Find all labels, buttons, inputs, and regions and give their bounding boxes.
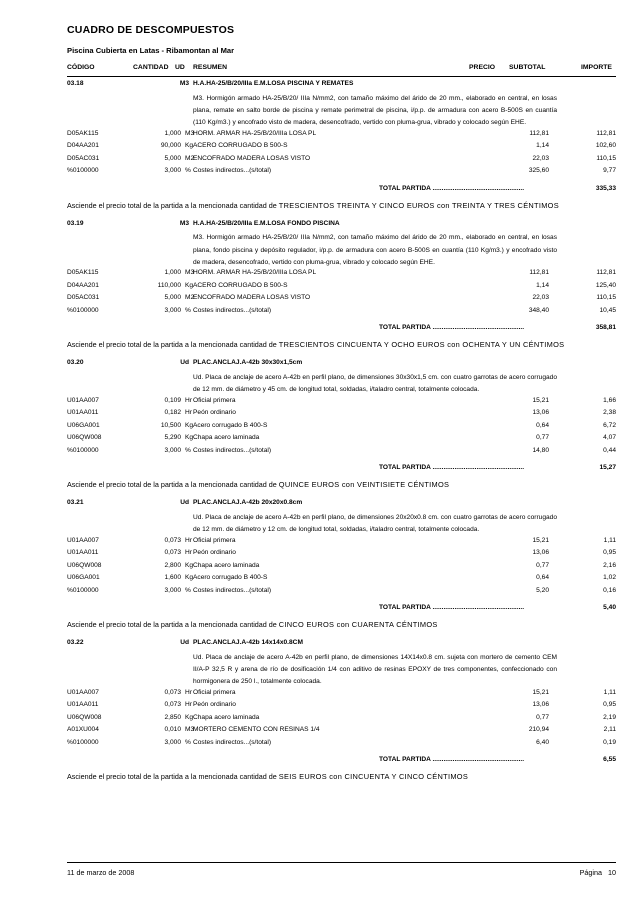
line-code: U01AA011 <box>67 701 99 709</box>
line-description: Acero corrugado B 400-S <box>193 574 268 582</box>
section-code: 03.20 <box>67 359 84 367</box>
line-code: U01AA007 <box>67 396 99 404</box>
line-unit: % <box>185 167 191 175</box>
section-unit: M3 <box>179 80 189 87</box>
column-header-desc: RESUMEN <box>193 64 227 71</box>
line-quantity: 0,073 <box>164 549 181 557</box>
line-unit: Kg <box>185 281 194 289</box>
amount-prefix: Asciende el precio total de la partida a la mencionada cantidad de <box>67 480 279 490</box>
table-row <box>67 409 616 422</box>
line-unit: M3 <box>185 726 195 734</box>
line-subtotal: 6,72 <box>603 421 616 429</box>
line-code: %0100000 <box>67 738 99 746</box>
line-description: Costes indirectos...(s/total) <box>193 446 272 454</box>
line-code: %0100000 <box>67 167 99 175</box>
line-description: Peón ordinario <box>193 701 236 709</box>
footer-page <box>580 868 616 877</box>
line-code: D05AK115 <box>67 129 99 137</box>
line-price: 0,64 <box>536 574 549 582</box>
line-price: 15,21 <box>532 396 549 404</box>
line-subtotal: 2,19 <box>603 713 616 721</box>
line-price: 22,03 <box>532 154 549 162</box>
line-unit: Kg <box>185 434 194 442</box>
section-title: H.A.HA-25/B/20/IIIa E.M.LOSA FONDO PISCINA <box>193 219 340 227</box>
section-unit: Ud <box>180 499 189 507</box>
section-unit: Ud <box>180 359 189 367</box>
line-quantity: 0,073 <box>164 688 181 696</box>
section-description: M3. Hormigón armado HA-25/B/20/ IIIa N/mm2, con tamaño máximo del árido de 20 mm., elaborado en central, en losas plana, fondo piscina y depósito regulador, i/p.p. de armadura con acero B-500S en cuantía (110 Kg/m3.) y encofrado visto de madera, desencofrado, vertido con pluma-grua, vibrado y colocado según EHE. <box>193 234 557 267</box>
column-header-ud: UD <box>175 64 185 71</box>
section-code: 03.18 <box>67 80 84 87</box>
section-amount-text <box>67 619 616 631</box>
line-quantity: 3,000 <box>164 167 181 175</box>
amount-prefix: Asciende el precio total de la partida a la mencionada cantidad de <box>67 340 279 350</box>
line-quantity: 90,000 <box>160 142 181 150</box>
line-code: U06GA001 <box>67 574 100 582</box>
line-unit: Kg <box>185 713 194 721</box>
table-row <box>67 307 616 320</box>
line-description: Chapa acero laminada <box>193 434 260 442</box>
total-partida-label: TOTAL PARTIDA .................................................. <box>379 184 525 192</box>
line-price: 0,77 <box>536 713 549 721</box>
amount-words: CINCO EUROS con CUARENTA CÉNTIMOS <box>278 620 438 630</box>
line-unit: M3 <box>185 129 195 137</box>
section-unit: Ud <box>180 639 189 647</box>
line-description: Acero corrugado B 400-S <box>193 421 268 429</box>
line-subtotal: 0,19 <box>603 738 616 746</box>
column-header-qty: CANTIDAD <box>133 64 169 71</box>
line-unit: % <box>185 586 191 594</box>
amount-prefix: Asciende el precio total de la partida a la mencionada cantidad de <box>67 620 279 630</box>
line-price: 348,40 <box>528 306 549 314</box>
line-description: Chapa acero laminada <box>193 713 260 721</box>
line-price: 13,06 <box>532 409 549 417</box>
line-code: %0100000 <box>67 586 99 594</box>
line-subtotal: 2,16 <box>603 561 616 569</box>
line-quantity: 3,000 <box>164 738 181 746</box>
section-unit: M3 <box>179 219 189 227</box>
line-description: Costes indirectos...(s/total) <box>193 167 272 175</box>
line-price: 210,94 <box>528 726 549 734</box>
line-quantity: 2,800 <box>164 561 181 569</box>
section-description: Ud. Placa de anclaje de acero A-42b en perfil plano, de dimensiones 14X14x0.8 cm. sujeta con mortero de cemento CEM II/A-P 32,5 R y arena de río de dosificación 1/4 con aditivo de resinas EPOXY de tres componentes, confeccionado con hormigonera de 250 l., totalmente colocada. <box>193 653 557 686</box>
line-description: HORM. ARMAR HA-25/B/20/IIIa LOSA PL <box>193 129 317 137</box>
line-code: U06QW008 <box>67 713 102 721</box>
line-quantity: 0,010 <box>164 726 181 734</box>
line-subtotal: 0,95 <box>603 549 616 557</box>
table-row <box>67 294 616 307</box>
line-unit: Hr <box>185 549 192 557</box>
section-amount-text <box>67 200 616 212</box>
line-code: U01AA007 <box>67 688 99 696</box>
line-price: 14,80 <box>532 446 549 454</box>
table-row <box>67 397 616 410</box>
amount-words: TRESCIENTOS CINCUENTA Y OCHO EUROS con OCHENTA Y UN CÉNTIMOS <box>278 340 565 350</box>
line-description: MORTERO CEMENTO CON RESINAS 1/4 <box>193 726 320 734</box>
section-spacer <box>67 491 616 499</box>
line-price: 0,64 <box>536 421 549 429</box>
section-amount-text <box>67 339 616 351</box>
line-description: ENCOFRADO MADERA LOSAS VISTO <box>193 294 311 302</box>
line-price: 0,77 <box>536 561 549 569</box>
line-quantity: 0,073 <box>164 536 181 544</box>
line-subtotal: 112,81 <box>596 129 616 137</box>
section-total-row <box>67 459 616 479</box>
line-price: 13,06 <box>532 701 549 709</box>
line-unit: Hr <box>185 701 192 709</box>
line-unit: Hr <box>185 688 192 696</box>
line-description: Oficial primera <box>193 396 236 404</box>
line-code: D04AA201 <box>67 142 99 150</box>
line-description: ENCOFRADO MADERA LOSAS VISTO <box>193 154 311 162</box>
line-subtotal: 0,16 <box>603 586 616 594</box>
table-row <box>67 142 616 155</box>
table-row <box>67 714 616 727</box>
line-price: 112,81 <box>529 129 549 137</box>
decomposition-section <box>67 359 616 499</box>
line-code: D05AK115 <box>67 269 99 277</box>
table-row <box>67 434 616 447</box>
line-code: D04AA201 <box>67 281 99 289</box>
line-price: 112,81 <box>529 269 549 277</box>
line-code: U01AA011 <box>67 549 99 557</box>
section-header-row <box>67 639 616 652</box>
column-header-code: CÓDIGO <box>67 64 95 71</box>
line-price: 15,21 <box>532 688 549 696</box>
line-code: U01AA011 <box>67 409 99 417</box>
decomposition-section <box>67 499 616 639</box>
line-quantity: 2,850 <box>164 713 181 721</box>
line-quantity: 1,600 <box>164 574 181 582</box>
line-price: 13,06 <box>532 549 549 557</box>
document-page <box>67 0 616 903</box>
total-partida-label: TOTAL PARTIDA .................................................. <box>379 324 525 332</box>
decomposition-section <box>67 220 616 360</box>
table-row <box>67 167 616 180</box>
line-quantity: 0,109 <box>164 396 181 404</box>
total-partida-value: 358,81 <box>595 324 616 332</box>
line-subtotal: 1,11 <box>603 536 616 544</box>
table-row <box>67 537 616 550</box>
section-amount-text <box>67 479 616 491</box>
line-description: ACERO CORRUGADO B 500-S <box>193 142 288 150</box>
line-code: D05AC031 <box>67 154 100 162</box>
line-quantity: 110,000 <box>157 281 181 289</box>
line-unit: % <box>185 306 191 314</box>
line-description: Peón ordinario <box>193 409 236 417</box>
table-row <box>67 587 616 600</box>
section-spacer <box>67 212 616 220</box>
line-subtotal: 2,38 <box>603 409 616 417</box>
line-description: HORM. ARMAR HA-25/B/20/IIIa LOSA PL <box>193 269 317 277</box>
document-title: CUADRO DE DESCOMPUESTOS <box>67 24 235 36</box>
line-quantity: 5,000 <box>164 154 181 162</box>
section-spacer <box>67 351 616 359</box>
total-partida-label: TOTAL PARTIDA .................................................. <box>379 756 525 764</box>
line-code: U01AA007 <box>67 536 99 544</box>
line-price: 1,14 <box>536 281 549 289</box>
header-divider <box>67 76 616 77</box>
table-row <box>67 282 616 295</box>
table-row <box>67 155 616 168</box>
line-subtotal: 102,60 <box>595 142 616 150</box>
line-code: A01XU004 <box>67 726 99 734</box>
section-description: Ud. Placa de anclaje de acero A-42b en perfil plano, de dimensiones 20x20x0.8 cm. con cuatro garrotas de acero corrugado de 12 mm. de diámetro y 12 cm. de longitud total, soldadas, i/taladro central, totalmente colocada. <box>193 513 557 534</box>
line-subtotal: 110,15 <box>596 294 616 302</box>
column-header-row <box>67 64 616 76</box>
line-unit: Kg <box>185 574 194 582</box>
line-subtotal: 125,40 <box>595 281 616 289</box>
line-quantity: 10,500 <box>160 421 181 429</box>
line-quantity: 3,000 <box>164 446 181 454</box>
line-subtotal: 0,44 <box>603 446 616 454</box>
section-title: PLAC.ANCLAJ.A-42b 20x20x0.8cm <box>193 499 303 507</box>
line-price: 5,20 <box>536 586 549 594</box>
line-subtotal: 1,66 <box>603 396 616 404</box>
line-unit: Hr <box>185 396 192 404</box>
footer-page-label: Página <box>579 868 602 877</box>
section-code: 03.19 <box>67 219 84 227</box>
table-row <box>67 422 616 435</box>
table-row <box>67 562 616 575</box>
line-quantity: 3,000 <box>164 586 181 594</box>
line-subtotal: 1,02 <box>603 574 616 582</box>
table-row <box>67 549 616 562</box>
line-quantity: 1,000 <box>164 129 181 137</box>
table-row <box>67 726 616 739</box>
total-partida-label: TOTAL PARTIDA .................................................. <box>379 604 525 612</box>
section-description: M3. Hormigón armado HA-25/B/20/ IIIa N/mm2, con tamaño máximo del árido de 20 mm., elaborado en central, en losas plana, remate en salto borde de piscina y remate perimetral de piscina, i/p.p. de armadura con acero B-500S en cuantía (110 Kg/m3.) y encofrado visto de madera, desencofrado, vertido con pluma-grua, vibrado y colocado según EHE. <box>193 94 557 127</box>
total-partida-value: 5,40 <box>603 604 616 612</box>
section-header-row <box>67 359 616 372</box>
line-price: 6,40 <box>536 738 549 746</box>
amount-words: QUINCE EUROS con VEINTISIETE CÉNTIMOS <box>278 480 450 490</box>
line-code: D05AC031 <box>67 294 100 302</box>
section-header-row <box>67 220 616 233</box>
section-spacer <box>67 783 616 791</box>
table-row <box>67 689 616 702</box>
amount-words: SEIS EUROS con CINCUENTA Y CINCO CÉNTIMOS <box>278 772 469 782</box>
line-code: U06QW008 <box>67 434 102 442</box>
line-subtotal: 1,11 <box>603 688 616 696</box>
line-quantity: 3,000 <box>164 306 181 314</box>
line-description: Costes indirectos...(s/total) <box>193 586 272 594</box>
line-unit: % <box>185 738 191 746</box>
line-quantity: 5,290 <box>164 434 181 442</box>
line-description: Oficial primera <box>193 536 236 544</box>
line-unit: Kg <box>185 142 194 150</box>
line-unit: Kg <box>185 421 194 429</box>
line-description: ACERO CORRUGADO B 500-S <box>193 281 288 289</box>
amount-prefix: Asciende el precio total de la partida a la mencionada cantidad de <box>67 772 279 782</box>
section-total-row <box>67 751 616 771</box>
section-header-row <box>67 80 616 93</box>
section-amount-text <box>67 771 616 783</box>
section-total-row <box>67 319 616 339</box>
table-row <box>67 447 616 460</box>
line-unit: Kg <box>185 561 194 569</box>
line-unit: M2 <box>185 294 195 302</box>
section-header-row <box>67 499 616 512</box>
table-row <box>67 269 616 282</box>
line-code: %0100000 <box>67 306 99 314</box>
line-subtotal: 110,15 <box>596 154 616 162</box>
line-quantity: 0,182 <box>164 409 181 417</box>
line-subtotal: 10,45 <box>599 306 616 314</box>
line-unit: % <box>185 446 191 454</box>
line-quantity: 5,000 <box>164 294 181 302</box>
line-code: %0100000 <box>67 446 99 454</box>
decomposition-list <box>67 80 616 791</box>
table-row <box>67 701 616 714</box>
section-code: 03.21 <box>67 499 84 507</box>
table-row <box>67 130 616 143</box>
footer-divider <box>67 862 616 863</box>
line-unit: Hr <box>185 536 192 544</box>
line-description: Peón ordinario <box>193 549 236 557</box>
line-description: Costes indirectos...(s/total) <box>193 306 272 314</box>
line-subtotal: 9,77 <box>603 167 616 175</box>
section-title: PLAC.ANCLAJ.A-42b 30x30x1,5cm <box>193 359 303 367</box>
line-description: Chapa acero laminada <box>193 561 260 569</box>
amount-prefix: Asciende el precio total de la partida a la mencionada cantidad de <box>67 200 279 210</box>
line-price: 22,03 <box>532 294 549 302</box>
decomposition-section <box>67 639 616 791</box>
amount-words: TRESCIENTOS TREINTA Y CINCO EUROS con TREINTA Y TRES CÉNTIMOS <box>278 200 559 210</box>
total-partida-label: TOTAL PARTIDA .................................................. <box>379 464 525 472</box>
column-header-price: PRECIO <box>469 64 496 71</box>
section-code: 03.22 <box>67 639 84 647</box>
line-code: U06GA001 <box>67 421 100 429</box>
section-title: PLAC.ANCLAJ.A-42b 14x14x0.8CM <box>193 639 303 647</box>
line-unit: M2 <box>185 154 195 162</box>
line-quantity: 1,000 <box>164 269 181 277</box>
section-total-row <box>67 180 616 200</box>
line-description: Oficial primera <box>193 688 236 696</box>
column-header-subtotal: SUBTOTAL <box>509 64 546 71</box>
decomposition-section <box>67 80 616 220</box>
table-row <box>67 739 616 752</box>
document-subtitle: Piscina Cubierta en Latas - Ribamontan al Mar <box>67 46 235 55</box>
line-quantity: 0,073 <box>164 701 181 709</box>
line-price: 1,14 <box>536 142 549 150</box>
total-partida-value: 6,55 <box>603 756 616 764</box>
footer-page-number: 10 <box>608 868 616 877</box>
column-header-importe: IMPORTE <box>581 64 612 71</box>
total-partida-value: 15,27 <box>599 464 616 472</box>
line-subtotal: 4,07 <box>603 434 616 442</box>
line-subtotal: 0,95 <box>603 701 616 709</box>
line-price: 0,77 <box>536 434 549 442</box>
section-title: H.A.HA-25/B/20/IIIa E.M.LOSA PISCINA Y REMATES <box>193 80 354 87</box>
line-unit: M3 <box>185 269 195 277</box>
line-unit: Hr <box>185 409 192 417</box>
footer-date: 11 de marzo de 2008 <box>67 868 135 877</box>
line-price: 15,21 <box>532 536 549 544</box>
line-price: 325,60 <box>528 167 549 175</box>
line-subtotal: 112,81 <box>596 269 616 277</box>
line-subtotal: 2,11 <box>603 726 616 734</box>
table-row <box>67 574 616 587</box>
line-code: U06QW008 <box>67 561 102 569</box>
line-description: Costes indirectos...(s/total) <box>193 738 272 746</box>
section-total-row <box>67 599 616 619</box>
total-partida-value: 335,33 <box>595 184 616 192</box>
section-spacer <box>67 631 616 639</box>
section-description: Ud. Placa de anclaje de acero A-42b en perfil plano, de dimensiones 30x30x1,5 cm. con cuatro garrotas de acero corrugado de 12 mm. de diámetro y 45 cm. de longitud total, soldadas, i/taladro central, totalmente colocada. <box>193 373 557 394</box>
